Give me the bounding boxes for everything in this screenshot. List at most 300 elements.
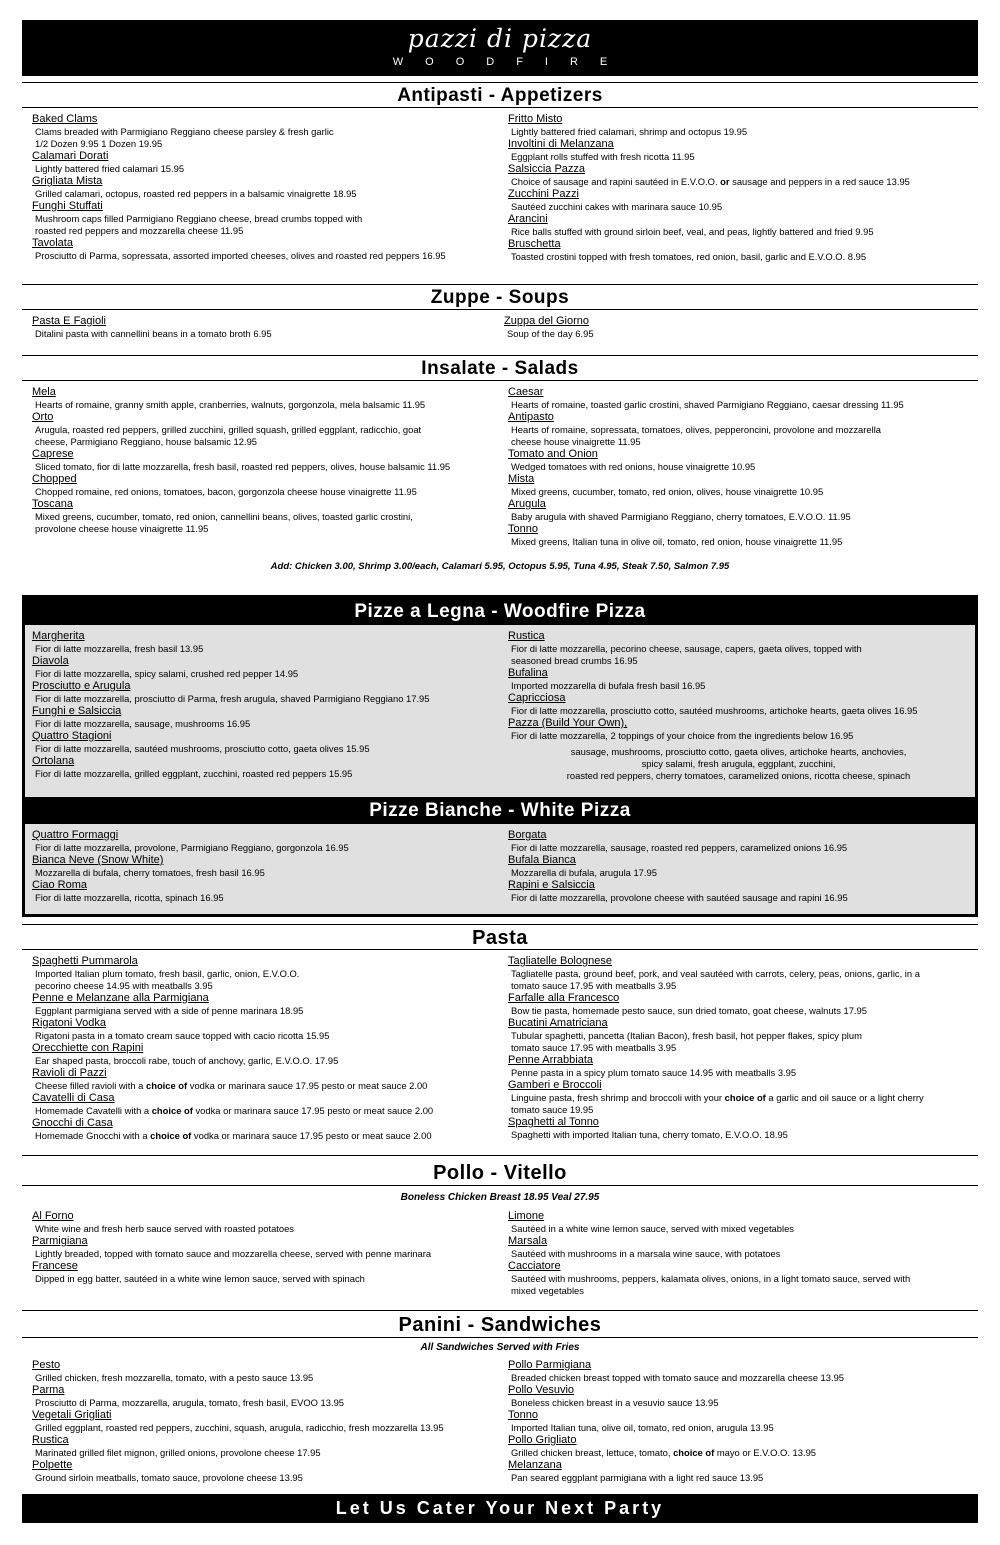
menu-item-name-text: Melanzana (508, 1459, 562, 1471)
menu-item-description: Lightly battered fried calamari 15.95 (35, 163, 185, 174)
menu-item (508, 692, 969, 717)
section-panini (22, 1310, 978, 1484)
menu-item-description (508, 176, 972, 188)
menu-item-name-text: Gnocchi di Casa (32, 1117, 113, 1129)
menu-item-description: Fior di latte mozzarella, prosciutto di Parma, fresh arugula, shaved Parmigiano Reggiano 17.95 (35, 693, 430, 704)
menu-item-description: Baby arugula with shaved Parmigiano Reggiano, cherry tomatoes, E.V.O.O. 11.95 (511, 511, 851, 522)
menu-item-description-cont: roasted red peppers and mozzarella cheese 11.95 (35, 225, 244, 236)
section-insalate (22, 355, 978, 572)
menu-item (32, 1359, 492, 1384)
menu-item-description (32, 1105, 492, 1117)
menu-item-description-cont: cheese house vinaigrette 11.95 (511, 436, 641, 447)
menu-item (508, 523, 972, 548)
menu-item (508, 498, 972, 523)
zuppe-right-column (500, 315, 978, 354)
menu-item-name-text: Zuppa del Giorno (504, 315, 589, 327)
menu-item-description: Sautéed in a white wine lemon sauce, served with mixed vegetables (511, 1223, 794, 1234)
toppings-list (508, 746, 969, 782)
menu-item-name (508, 1054, 972, 1067)
menu-item-name-text: Prosciutto e Arugula (32, 680, 131, 692)
menu-item-description: Rigatoni pasta in a tomato cream sauce topped with cacio ricotta 15.95 (35, 1030, 330, 1041)
pizze-right-list (508, 630, 969, 742)
menu-item (32, 879, 492, 904)
menu-item (508, 630, 969, 667)
section-antipasti (22, 82, 978, 283)
menu-item-description (32, 1130, 492, 1142)
menu-item-description: Hearts of romaine, toasted garlic crostini, shaved Parmigiano Reggiano, caesar dressing 11.95 (511, 399, 904, 410)
menu-item-description: Fior di latte mozzarella, sautéed mushrooms, prosciutto cotto, gaeta olives 15.95 (35, 743, 370, 754)
description-part: Linguine pasta, fresh shrimp and broccoli with your (511, 1092, 725, 1103)
menu-item-description-cont: provolone cheese house vinaigrette 11.95 (35, 523, 209, 534)
menu-item (508, 1235, 972, 1260)
pollo-left-column (22, 1210, 500, 1293)
menu-item-name-text: Vegetali Grigliati (32, 1409, 112, 1421)
section-zuppe (22, 284, 978, 354)
menu-item-description: Fior di latte mozzarella, sausage, roasted red peppers, caramelized onions 16.95 (511, 842, 848, 853)
menu-item-name (32, 705, 492, 718)
menu-item-description: Mushroom caps filled Parmigiano Reggiano cheese, bread crumbs topped with (35, 213, 363, 224)
menu-item-name-text: Fritto Misto (508, 113, 563, 125)
menu-item-name (508, 1260, 972, 1273)
menu-item-description: Eggplant rolls stuffed with fresh ricotta 11.95 (511, 151, 695, 162)
menu-item (32, 1235, 492, 1260)
menu-item (508, 138, 972, 163)
toppings-line: sausage, mushrooms, prosciutto cotto, gaeta olives, artichoke hearts, anchovies, (570, 746, 907, 757)
menu-item (32, 1210, 492, 1235)
pizze-left-column (25, 630, 500, 797)
menu-item-name-text: Grigliata Mista (32, 175, 103, 187)
menu-item-description: Clams breaded with Parmigiano Reggiano cheese parsley & fresh garlic (35, 126, 334, 137)
add-ons-note: Add: Chicken 3.00, Shrimp 3.00/each, Calamari 5.95, Octopus 5.95, Tuna 4.95, Steak 7.50, Salmon 7.95 (270, 561, 730, 572)
menu-item-description: Fior di latte mozzarella, spicy salami, crushed red pepper 14.95 (35, 668, 299, 679)
menu-item-description: Mozzarella di bufala, cherry tomatoes, fresh basil 16.95 (35, 867, 265, 878)
menu-item-description: Mixed greens, cucumber, tomato, red onion, cannellini beans, olives, toasted garlic crostini, (35, 511, 413, 522)
menu-item (32, 854, 492, 879)
menu-item-name-text: Bianca Neve (32, 854, 95, 866)
menu-item-name-text: Salsiccia Pazza (508, 163, 586, 175)
menu-item-name-text: Involtini di Melanzana (508, 138, 614, 150)
menu-item-name-text: Marsala (508, 1235, 548, 1247)
menu-item-name-text: Cavatelli di Casa (32, 1092, 115, 1104)
menu-item (32, 473, 492, 498)
description-part: sausage and peppers in a red sauce 13.95 (729, 176, 910, 187)
menu-item-name-text: Quattro Stagioni (32, 730, 112, 742)
pasta-right-column (500, 955, 978, 1154)
menu-item-description: Boneless chicken breast in a vesuvio sauce 13.95 (511, 1397, 719, 1408)
menu-item (32, 386, 492, 411)
menu-item-name-text: Baked Clams (32, 113, 98, 125)
menu-item (508, 1384, 972, 1409)
menu-item-description: Lightly battered fried calamari, shrimp and octopus 19.95 (511, 126, 748, 137)
menu-item (32, 113, 492, 150)
menu-item (32, 1067, 492, 1092)
menu-item-description: Arugula, roasted red peppers, grilled zucchini, grilled squash, grilled eggplant, radicchio, goat (35, 424, 422, 435)
menu-item-description: Fior di latte mozzarella, 2 toppings of your choice from the ingredients below 16.95 (511, 730, 854, 741)
menu-item-name (508, 411, 972, 424)
menu-item-description: Breaded chicken breast topped with tomato sauce and mozzarella cheese 13.95 (511, 1372, 845, 1383)
description-part: Homemade Gnocchi with a (35, 1130, 151, 1141)
menu-item-description: Fior di latte mozzarella, prosciutto cotto, sautéed mushrooms, artichoke hearts, gaeta olives 16.95 (511, 705, 918, 716)
menu-item (508, 1434, 972, 1459)
menu-item-name (32, 730, 492, 743)
description-emphasis: choice of (151, 1105, 193, 1116)
menu-item-description: Mixed greens, Italian tuna in olive oil, tomato, red onion, house vinaigrette 11.95 (511, 536, 843, 547)
description-part: vodka or marinara sauce 17.95 pesto or meat sauce 2.00 (192, 1105, 434, 1116)
menu-item-description: Imported Italian tuna, olive oil, tomato, red onion, arugula 13.95 (511, 1422, 774, 1433)
menu-item (508, 1017, 972, 1054)
description-part: vodka or marinara sauce 17.95 pesto or meat sauce 2.00 (187, 1080, 428, 1091)
menu-item-description: Imported Italian plum tomato, fresh basil, garlic, onion, E.V.O.O. (35, 968, 300, 979)
menu-item-name (32, 680, 492, 693)
description-part: Choice of sausage and rapini sautéed in E.V.O.O. (511, 176, 721, 187)
menu-item-name-text: Funghi e Salsiccia (32, 705, 122, 717)
menu-item-name-text: Cacciatore (508, 1260, 561, 1272)
menu-item-name (32, 150, 492, 163)
menu-item-description: Grilled calamari, octopus, roasted red peppers in a balsamic vinaigrette 18.95 (35, 188, 357, 199)
logo-subtitle: WOODFIRE (392, 56, 630, 68)
menu-item (508, 411, 972, 448)
menu-item-name-text: Tavolata (32, 237, 73, 249)
menu-item (32, 755, 492, 780)
menu-item-description-cont: tomato sauce 17.95 with meatballs 3.95 (511, 1042, 677, 1053)
menu-item-name-text: Caprese (32, 448, 74, 460)
menu-item-description: Grilled eggplant, roasted red peppers, zucchini, squash, arugula, radicchio, fresh mozzarella 13.95 (35, 1422, 444, 1433)
menu-item-name (508, 630, 969, 643)
menu-item (32, 175, 492, 200)
menu-item-name (32, 200, 492, 213)
menu-item-description: Prosciutto di Parma, mozzarella, arugula, tomato, fresh basil, EVOO 13.95 (35, 1397, 344, 1408)
menu-item-description: Fior di latte mozzarella, ricotta, spinach 16.95 (35, 892, 224, 903)
menu-item-name-text: Ortolana (32, 755, 75, 767)
menu-item-description: Mixed greens, cucumber, tomato, red onion, olives, house vinaigrette 10.95 (511, 486, 824, 497)
description-part: vodka or marinara sauce 17.95 pesto or meat sauce 2.00 (191, 1130, 432, 1141)
menu-item-description: Wedged tomatoes with red onions, house vinaigrette 10.95 (511, 461, 756, 472)
menu-item-name-text: Rigatoni Vodka (32, 1017, 106, 1029)
menu-item-description: Penne pasta in a spicy plum tomato sauce 14.95 with meatballs 3.95 (511, 1067, 797, 1078)
menu-item-name (32, 1459, 492, 1472)
menu-item-name (32, 854, 492, 867)
menu-item-description: Dipped in egg batter, sautéed in a white wine lemon sauce, served with spinach (35, 1273, 365, 1284)
menu-item-name (508, 879, 969, 892)
menu-item (32, 992, 492, 1017)
menu-item (508, 188, 972, 213)
bianche-left-column (25, 829, 500, 904)
menu-item-description: Spaghetti with imported Italian tuna, cherry tomato, E.V.O.O. 18.95 (511, 1129, 788, 1140)
menu-item-name (508, 1459, 972, 1472)
menu-page (22, 20, 978, 1525)
menu-item-description (508, 1092, 972, 1104)
section-title: Panini - Sandwiches (22, 1310, 978, 1338)
description-emphasis: choice of (150, 1130, 192, 1141)
menu-item-name-text: Calamari Dorati (32, 150, 109, 162)
menu-item-name (32, 175, 492, 188)
menu-item-name-text: Caesar (508, 386, 544, 398)
menu-item (32, 630, 492, 655)
menu-item-description: Ear shaped pasta, broccoli rabe, touch of anchovy, garlic, E.V.O.O. 17.95 (35, 1055, 339, 1066)
menu-item-name (508, 1384, 972, 1397)
menu-item-name (508, 667, 969, 680)
menu-item (32, 150, 492, 175)
menu-item (508, 386, 972, 411)
menu-item-name (508, 1235, 972, 1248)
menu-item-description: Prosciutto di Parma, sopressata, assorted imported cheeses, olives and roasted red peppers 16.95 (35, 250, 446, 261)
menu-item-name (508, 1359, 972, 1372)
menu-item-name-text: Pollo Parmigiana (508, 1359, 592, 1371)
menu-item-name (32, 1359, 492, 1372)
menu-item-name (508, 1079, 972, 1092)
menu-item-description (32, 1080, 492, 1092)
menu-item (32, 1459, 492, 1484)
logo-banner (22, 20, 978, 76)
menu-item-name-text: Tagliatelle Bolognese (508, 955, 612, 967)
catering-banner: Let Us Cater Your Next Party (22, 1494, 978, 1523)
menu-item-name-text: Parma (32, 1384, 65, 1396)
menu-item-name (32, 1409, 492, 1422)
menu-item-name (504, 315, 972, 328)
menu-item-name (32, 411, 492, 424)
pizza-box (22, 595, 978, 917)
menu-item (508, 163, 972, 188)
menu-item-name-text: Ravioli di Pazzi (32, 1067, 107, 1079)
menu-item (508, 879, 969, 904)
description-part: mayo or E.V.O.O. 13.95 (714, 1447, 817, 1458)
menu-item-name (32, 473, 492, 486)
menu-item (32, 1017, 492, 1042)
menu-item-name (508, 473, 972, 486)
menu-item (32, 705, 492, 730)
menu-item-description: Hearts of romaine, sopressata, tomatoes, olives, pepperoncini, provolone and mozzarella (511, 424, 881, 435)
menu-item (508, 1116, 972, 1141)
menu-item (32, 200, 492, 237)
menu-item-name-text: Parmigiana (32, 1235, 88, 1247)
logo-script-text: pazzi di pizza (407, 24, 593, 53)
menu-item-name-text: Tomato and Onion (508, 448, 598, 460)
zuppe-left-column (22, 315, 500, 354)
menu-item (32, 237, 492, 262)
menu-item-name (508, 138, 972, 151)
menu-item-name-text: Bucatini Amatriciana (508, 1017, 608, 1029)
toppings-line: spicy salami, fresh arugula, eggplant, zucchini, (641, 758, 836, 769)
antipasti-left-column (22, 113, 500, 283)
menu-item-description-cont: cheese, Parmigiano Reggiano, house balsamic 12.95 (35, 436, 258, 447)
menu-item-description: Grilled chicken, fresh mozzarella, tomato, with a pesto sauce 13.95 (35, 1372, 314, 1383)
menu-item-name (32, 315, 492, 328)
menu-item-name (32, 755, 492, 768)
menu-item-name-text: Pesto (32, 1359, 61, 1371)
description-emphasis: choice of (146, 1080, 188, 1091)
menu-item-description: Fior di latte mozzarella, provolone cheese with sautéed sausage and rapini 16.95 (511, 892, 848, 903)
menu-item (32, 411, 492, 448)
menu-item-name-text: Mela (32, 386, 56, 398)
menu-item (32, 315, 492, 340)
menu-item (508, 717, 969, 742)
menu-item-name (32, 1092, 492, 1105)
menu-item (32, 730, 492, 755)
menu-item-name (32, 1210, 492, 1223)
menu-item-name-text: Pollo Grigliato (508, 1434, 577, 1446)
menu-item-name-text: Pasta E Fagioli (32, 315, 106, 327)
description-part: a garlic and oil sauce or a light cherry (765, 1092, 924, 1103)
menu-item-description: White wine and fresh herb sauce served with roasted potatoes (35, 1223, 294, 1234)
menu-item-name-text: Rustica (508, 630, 545, 642)
menu-item-name (32, 1384, 492, 1397)
menu-item-name-text: Bruschetta (508, 238, 561, 250)
menu-item-description: Fior di latte mozzarella, sausage, mushrooms 16.95 (35, 718, 251, 729)
menu-item-name-text: Spaghetti Pummarola (32, 955, 138, 967)
menu-item (508, 854, 969, 879)
menu-item-name (508, 1116, 972, 1129)
pizze-right-column (500, 630, 975, 797)
menu-item-name (32, 113, 492, 126)
menu-item-name-text: Ciao Roma (32, 879, 88, 891)
menu-item-name-text: Tonno (508, 1409, 538, 1421)
menu-item (508, 667, 969, 692)
section-title: Pizze a Legna - Woodfire Pizza (25, 598, 975, 625)
pollo-right-column (500, 1210, 978, 1296)
pasta-left-column (22, 955, 500, 1154)
section-pasta (22, 924, 978, 1154)
menu-item-name (32, 992, 492, 1005)
menu-item-name (508, 692, 969, 705)
menu-item (508, 1359, 972, 1384)
menu-item (508, 992, 972, 1017)
menu-item-name (32, 829, 492, 842)
menu-item (508, 1054, 972, 1079)
menu-item-description: Sautéed with mushrooms, peppers, kalamata olives, onions, in a light tomato sauce, served with (511, 1273, 911, 1284)
menu-item-name (508, 1017, 972, 1030)
menu-item-name (508, 854, 969, 867)
menu-item-name (508, 717, 969, 730)
panini-note: All Sandwiches Served with Fries (420, 1342, 580, 1353)
menu-item-name-text: Quattro Formaggi (32, 829, 119, 841)
menu-item-name (32, 879, 492, 892)
bianche-right-column (500, 829, 975, 904)
menu-item-name (32, 1067, 492, 1080)
menu-item-name (32, 655, 492, 668)
menu-item-name (32, 498, 492, 511)
menu-item-name (508, 386, 972, 399)
menu-item-description-cont: tomato sauce 19.95 (511, 1104, 594, 1115)
menu-item-name-text: Pazza (508, 717, 539, 729)
menu-item-name-text: Funghi Stuffati (32, 200, 103, 212)
menu-item (508, 1260, 972, 1297)
menu-item-description: Fior di latte mozzarella, provolone, Parmigiano Reggiano, gorgonzola 16.95 (35, 842, 349, 853)
menu-item (508, 113, 972, 138)
menu-item-name-text: Toscana (32, 498, 73, 510)
menu-item-description: Imported mozzarella di bufala fresh basil 16.95 (511, 680, 706, 691)
menu-item-name-text: Orecchiette con Rapini (32, 1042, 144, 1054)
menu-item-description: Fior di latte mozzarella, pecorino cheese, sausage, capers, gaeta olives, topped with (511, 643, 862, 654)
menu-item (508, 955, 972, 992)
menu-item (32, 448, 492, 473)
menu-item-description: Soup of the day 6.95 (507, 328, 594, 339)
menu-item-description: Pan seared eggplant parmigiana with a light red sauce 13.95 (511, 1472, 764, 1483)
menu-item-description: Fior di latte mozzarella, grilled eggplant, zucchini, roasted red peppers 15.95 (35, 768, 353, 779)
menu-item-description: Rice balls stuffed with ground sirloin beef, veal, and peas, lightly battered and fried 9.95 (511, 226, 874, 237)
menu-item-name-text: Spaghetti al Tonno (508, 1116, 599, 1128)
section-pollo (22, 1160, 978, 1296)
menu-item-name-text: Gamberi e Broccoli (508, 1079, 602, 1091)
description-part: Cheese filled ravioli with a (35, 1080, 146, 1091)
menu-item (32, 655, 492, 680)
description-emphasis: or (720, 176, 730, 187)
menu-item-name (32, 1117, 492, 1130)
panini-right-column (500, 1359, 978, 1484)
menu-item-description: Tagliatelle pasta, ground beef, pork, and veal sautéed with carrots, celery, peas, onions, garlic, in a (511, 968, 920, 979)
menu-item-name-text: Margherita (32, 630, 85, 642)
menu-item-name-text: Bufala Bianca (508, 854, 576, 866)
divider (22, 1155, 978, 1156)
section-title: Antipasti - Appetizers (22, 82, 978, 108)
menu-item-name (508, 992, 972, 1005)
menu-item (508, 1210, 972, 1235)
menu-item-name (32, 630, 492, 643)
description-emphasis: choice of (673, 1447, 715, 1458)
menu-item-name (508, 955, 972, 968)
menu-item-name (508, 1434, 972, 1447)
menu-item (508, 473, 972, 498)
menu-item (32, 1384, 492, 1409)
menu-item (32, 1092, 492, 1117)
section-title: Insalate - Salads (22, 355, 978, 381)
menu-item-name (32, 448, 492, 461)
menu-item-name-text: Rustica (32, 1434, 69, 1446)
menu-item-description: Bow tie pasta, homemade pesto sauce, sun dried tomato, goat cheese, walnuts 17.95 (511, 1005, 867, 1016)
menu-item-description: Eggplant parmigiana served with a side of penne marinara 18.95 (35, 1005, 304, 1016)
menu-item (32, 829, 492, 854)
panini-left-column (22, 1359, 500, 1484)
menu-item-name-text: Borgata (508, 829, 547, 841)
menu-item-name (508, 448, 972, 461)
menu-item-description: Toasted crostini topped with fresh tomatoes, red onion, basil, garlic and E.V.O.O. 8.95 (511, 251, 867, 262)
menu-item (508, 829, 969, 854)
menu-item-description: Sautéed with mushrooms in a marsala wine sauce, with potatoes (511, 1248, 781, 1259)
menu-item-name (32, 237, 492, 250)
menu-item-name (32, 1235, 492, 1248)
menu-item-description: Sautéed zucchini cakes with marinara sauce 10.95 (511, 201, 723, 212)
menu-item-name-text: Francese (32, 1260, 78, 1272)
description-part: Grilled chicken breast, lettuce, tomato, (511, 1447, 674, 1458)
menu-item-name-text: Antipasto (508, 411, 554, 423)
menu-item-name (508, 163, 972, 176)
menu-item-name (32, 1434, 492, 1447)
menu-item-name (32, 386, 492, 399)
menu-item-name-text: Chopped (32, 473, 77, 485)
menu-item-name (508, 1409, 972, 1422)
menu-item-description: Mozzarella di bufala, arugula 17.95 (511, 867, 657, 878)
menu-item-name (508, 213, 972, 226)
menu-item-name-extra: (Snow White) (94, 854, 164, 866)
menu-item-description: Fior di latte mozzarella, fresh basil 13.95 (35, 643, 204, 654)
menu-item-name-text: Al Forno (32, 1210, 74, 1222)
menu-item (32, 1042, 492, 1067)
section-title: Zuppe - Soups (22, 284, 978, 310)
menu-item (32, 498, 492, 535)
menu-item (508, 448, 972, 473)
menu-item-name-text: Arancini (508, 213, 548, 225)
menu-item-name (32, 955, 492, 968)
menu-item-name (32, 1260, 492, 1273)
description-emphasis: choice of (724, 1092, 766, 1103)
menu-item-name (32, 1017, 492, 1030)
insalate-right-column (500, 386, 978, 553)
menu-item-name-text: Polpette (32, 1459, 73, 1471)
menu-item-name (508, 113, 972, 126)
menu-item-name-text: Mista (508, 473, 535, 485)
menu-item (504, 315, 972, 340)
menu-item (32, 1434, 492, 1459)
menu-item-name-text: Zucchini Pazzi (508, 188, 579, 200)
